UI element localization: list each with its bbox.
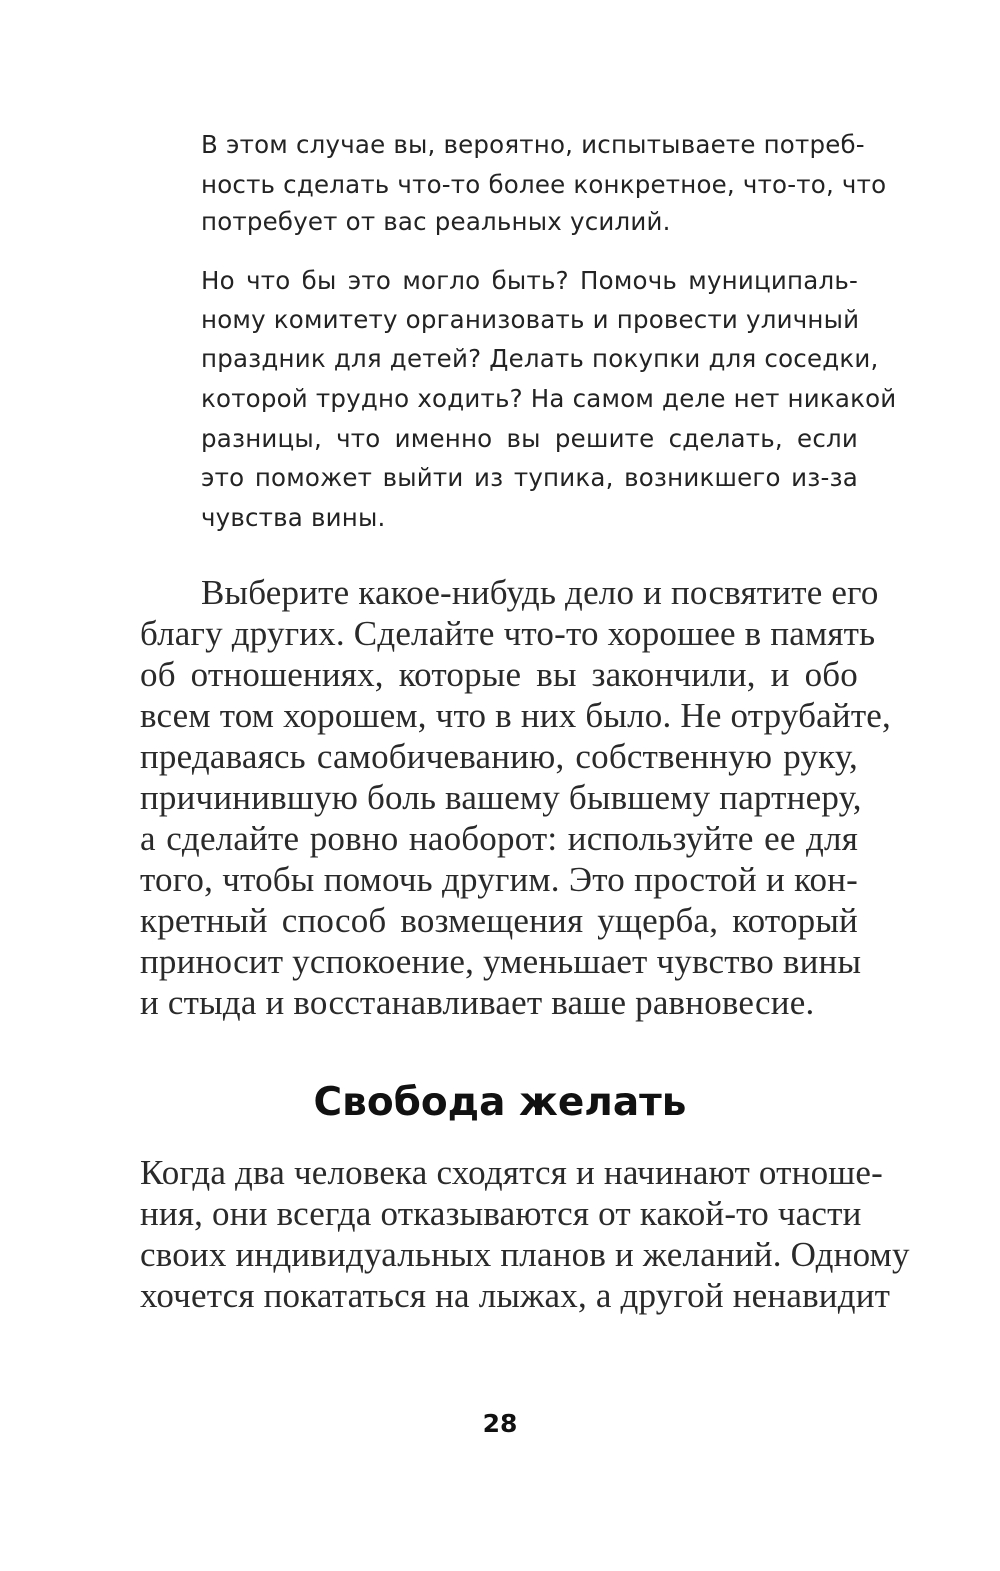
text-line: об отношениях, которые вы закончили, и обо bbox=[140, 655, 858, 694]
text-line: предаваясь самобичеванию, собственную руку, bbox=[140, 737, 858, 776]
text-line: и стыда и восстанавливает ваше равновесие. bbox=[140, 983, 815, 1022]
section-heading: Свобода желать bbox=[313, 1080, 687, 1125]
text-line: своих индивидуальных планов и желаний. Одному bbox=[140, 1235, 910, 1274]
text-line: Но что бы это могло быть? Помочь муниципаль- bbox=[201, 266, 858, 295]
text-line: всем том хорошем, что в них было. Не отрубайте, bbox=[140, 696, 891, 735]
text-line: того, чтобы помочь другим. Это простой и кон- bbox=[140, 860, 858, 899]
text-line: причинившую боль вашему бывшему партнеру, bbox=[140, 778, 862, 817]
text-line: Когда два человека сходятся и начинают отноше- bbox=[140, 1153, 884, 1192]
text-line: которой трудно ходить? На самом деле нет никакой bbox=[201, 384, 897, 413]
text-line: приносит успокоение, уменьшает чувство вины bbox=[140, 942, 862, 981]
text-line: кретный способ возмещения ущерба, который bbox=[140, 901, 858, 940]
text-line: потребует от вас реальных усилий. bbox=[201, 207, 671, 236]
text-line: а сделайте ровно наоборот: используйте ее для bbox=[140, 819, 858, 858]
page-number: 28 bbox=[482, 1409, 518, 1438]
text-line: это поможет выйти из тупика, возникшего из-за bbox=[201, 463, 858, 492]
text-line: праздник для детей? Делать покупки для соседки, bbox=[201, 344, 879, 373]
text-line: хочется покататься на лыжах, а другой ненавидит bbox=[140, 1276, 891, 1315]
text-line: разницы, что именно вы решите сделать, если bbox=[201, 424, 858, 453]
text-line: благу других. Сделайте что-то хорошее в память bbox=[140, 614, 876, 653]
text-line: ному комитету организовать и провести уличный bbox=[201, 305, 860, 334]
text-line: чувства вины. bbox=[201, 503, 386, 532]
text-line: ния, они всегда отказываются от какой-то части bbox=[140, 1194, 862, 1233]
text-line: ность сделать что-то более конкретное, что-то, что bbox=[201, 170, 887, 199]
text-line: В этом случае вы, вероятно, испытываете потреб- bbox=[201, 130, 865, 159]
text-line: Выберите какое-нибудь дело и посвятите его bbox=[201, 573, 879, 612]
